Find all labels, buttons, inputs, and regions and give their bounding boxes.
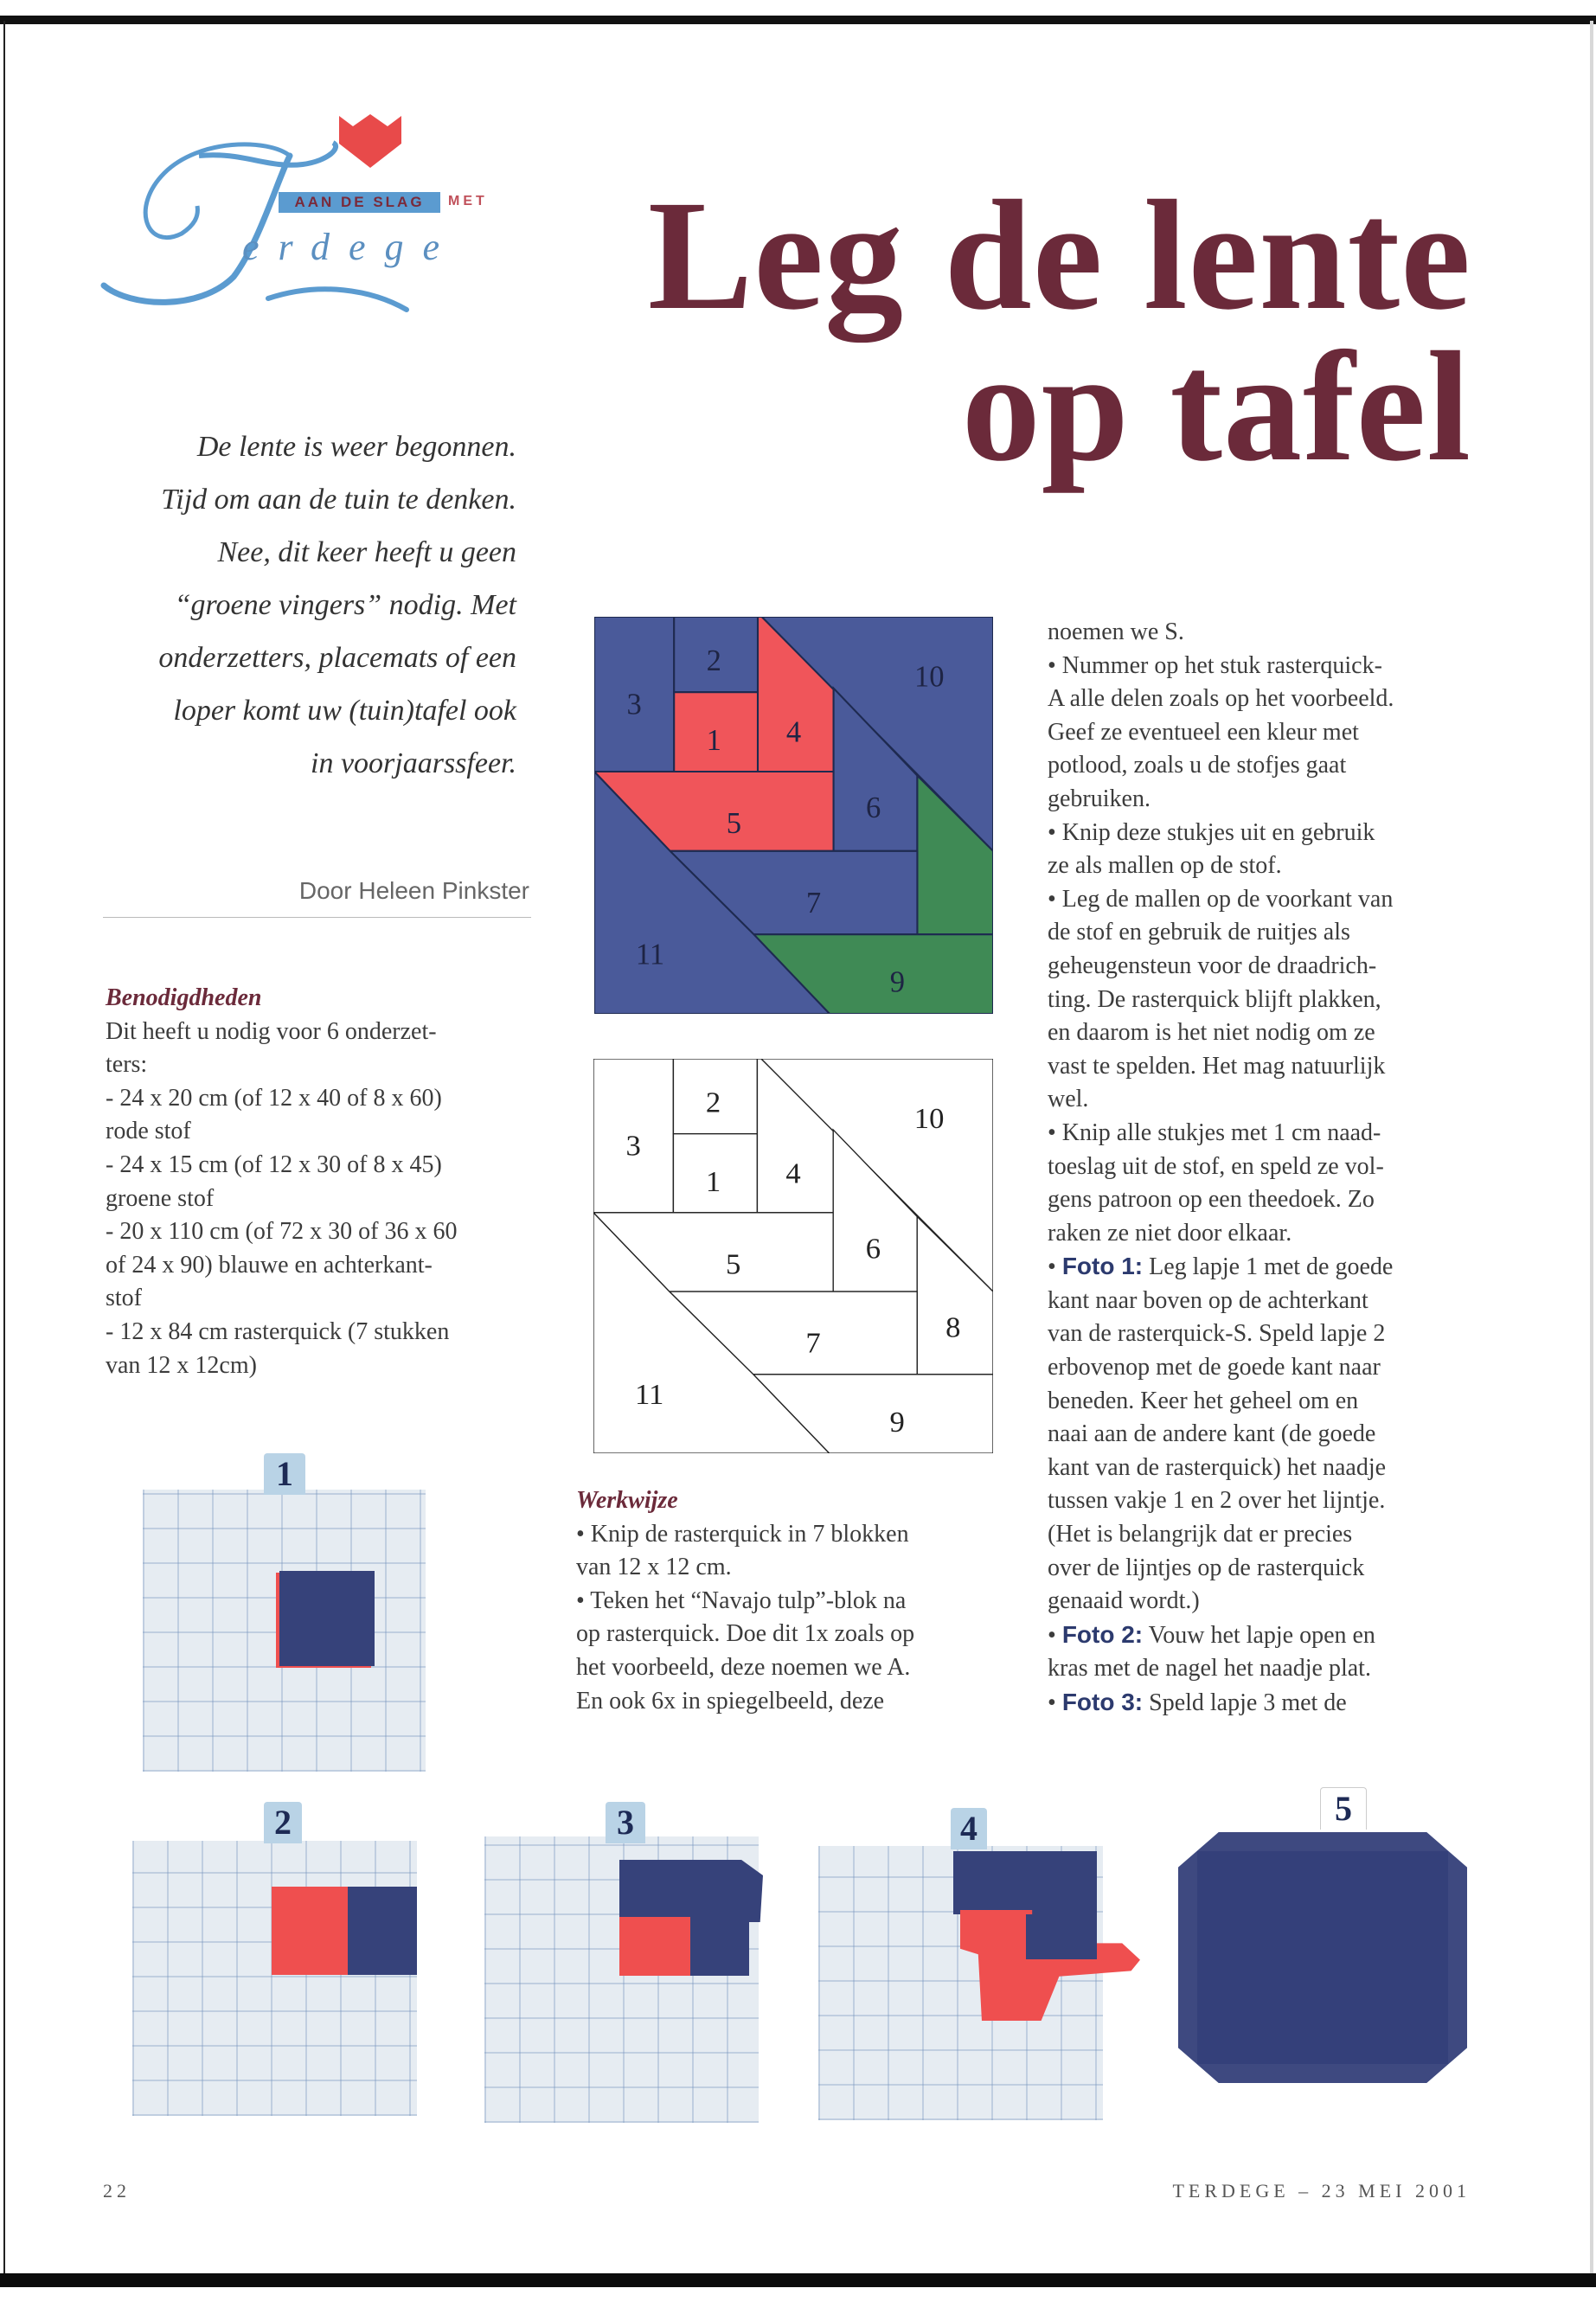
line-text: potlood, zoals u de stofjes gaat bbox=[1048, 752, 1347, 779]
text-line: groene stof bbox=[106, 1184, 215, 1212]
text-line: het voorbeeld, deze noemen we A. bbox=[576, 1653, 911, 1681]
byline: Door Heleen Pinkster bbox=[298, 877, 529, 904]
text-line: van 12 x 12 cm. bbox=[576, 1554, 732, 1581]
line-text: Vouw het lapje open en bbox=[1143, 1621, 1375, 1649]
page-left-edge bbox=[3, 21, 5, 2275]
line-text: A alle delen zoals op het voorbeeld. bbox=[1048, 685, 1394, 713]
text-line: rode stof bbox=[106, 1118, 191, 1145]
logo-met: MET bbox=[448, 194, 488, 208]
text-line bbox=[1048, 1117, 1394, 1150]
text-line bbox=[1048, 1351, 1394, 1385]
text-line: Nee, dit keer heeft u geen bbox=[217, 536, 516, 568]
step-photo-2 bbox=[132, 1802, 418, 2118]
text-line: - 20 x 110 cm (of 72 x 30 of 36 x 60 bbox=[106, 1218, 458, 1246]
text-line bbox=[1048, 716, 1394, 750]
line-text: raken ze niet door elkaar. bbox=[1048, 1219, 1292, 1247]
text-line bbox=[1048, 749, 1394, 783]
text-line bbox=[1048, 1552, 1394, 1586]
line-text: • Nummer op het stuk rasterquick- bbox=[1048, 651, 1382, 679]
line-text: geheugensteun voor de draadrich- bbox=[1048, 952, 1377, 979]
piece-label: 1 bbox=[705, 1164, 721, 1198]
line-text: over de lijntjes op de rasterquick bbox=[1048, 1554, 1365, 1581]
step-photo-1 bbox=[143, 1453, 428, 1773]
supplies-section bbox=[106, 982, 457, 1382]
text-line bbox=[1048, 950, 1394, 984]
text-line: onderzetters, placemats of een bbox=[158, 642, 516, 674]
piece-label: 7 bbox=[805, 887, 822, 920]
step-photo-3 bbox=[484, 1802, 770, 2126]
piece-label: 8 bbox=[945, 1311, 961, 1344]
text-line: in voorjaarssfeer. bbox=[311, 747, 516, 779]
text-line: van 12 x 12cm) bbox=[106, 1351, 257, 1379]
script-t-swirl-icon bbox=[95, 104, 510, 329]
piece-label: 7 bbox=[805, 1326, 821, 1360]
page-title-line-2: op tafel bbox=[961, 320, 1471, 494]
text-line: De lente is weer begonnen. bbox=[196, 431, 516, 463]
line-text: vast te spelden. Het mag natuurlijk bbox=[1048, 1052, 1386, 1080]
text-line bbox=[1048, 883, 1394, 917]
photo-step-label: Foto 3: bbox=[1061, 1689, 1144, 1715]
photo-number-tab: 5 bbox=[1320, 1787, 1367, 1830]
piece-label: 2 bbox=[706, 644, 721, 677]
instructions-column bbox=[1048, 616, 1394, 1721]
text-line: Tijd om aan de tuin te denken. bbox=[161, 484, 516, 516]
text-line bbox=[1048, 849, 1394, 883]
piece-label: 9 bbox=[889, 1406, 905, 1439]
piece-label: 4 bbox=[785, 1157, 801, 1190]
text-line bbox=[1048, 1452, 1394, 1485]
text-line bbox=[1048, 1484, 1394, 1518]
line-text: (Het is belangrijk dat er precies bbox=[1048, 1521, 1353, 1548]
piece-label: 5 bbox=[726, 1247, 741, 1281]
text-line bbox=[1048, 1652, 1394, 1686]
supplies-heading: Benodigdheden bbox=[106, 984, 262, 1011]
step-photo-5 bbox=[1178, 1787, 1469, 2086]
supplies-list bbox=[106, 1016, 457, 1383]
text-line bbox=[1048, 1083, 1394, 1117]
page-title-line-1: Leg de lente bbox=[647, 169, 1471, 343]
line-text: • Leg de mallen op de voorkant van bbox=[1048, 885, 1394, 913]
piece-label: 6 bbox=[866, 791, 881, 824]
piece-label: 11 bbox=[635, 938, 665, 971]
publication-date: TERDEGE – 23 MEI 2001 bbox=[1172, 2180, 1471, 2202]
text-line bbox=[1048, 1317, 1394, 1351]
photo-step-label: Foto 1: bbox=[1061, 1253, 1144, 1280]
text-line bbox=[1048, 783, 1394, 817]
page-top-border bbox=[0, 16, 1596, 24]
photo-number-tab: 3 bbox=[606, 1802, 645, 1843]
tulip-block-diagram-colored bbox=[594, 617, 993, 1014]
logo-band: AAN DE SLAG bbox=[279, 192, 440, 213]
piece-label: 2 bbox=[705, 1086, 721, 1119]
piece-label: 10 bbox=[913, 1101, 945, 1135]
text-line bbox=[1048, 683, 1394, 716]
text-line: • Knip de rasterquick in 7 blokken bbox=[576, 1520, 909, 1548]
text-line bbox=[1048, 1385, 1394, 1419]
text-line bbox=[1048, 817, 1394, 850]
line-text: • Knip alle stukjes met 1 cm naad- bbox=[1048, 1118, 1381, 1146]
line-text: Geef ze eventueel een kleur met bbox=[1048, 718, 1359, 746]
text-line bbox=[1048, 1585, 1394, 1618]
piece-label: 10 bbox=[913, 660, 945, 694]
line-text: ze als mallen op de stof. bbox=[1048, 852, 1282, 880]
text-line bbox=[1048, 616, 1394, 650]
method-list bbox=[576, 1518, 914, 1719]
line-text: gens patroon op een theedoek. Zo bbox=[1048, 1186, 1375, 1214]
piece-label: 6 bbox=[865, 1232, 881, 1266]
line-text: gebruiken. bbox=[1048, 785, 1151, 812]
text-line: Dit heeft u nodig voor 6 onderzet- bbox=[106, 1017, 437, 1045]
line-text: kras met de nagel het naadje plat. bbox=[1048, 1655, 1371, 1682]
text-line: “groene vingers” nodig. Met bbox=[174, 589, 516, 621]
text-line bbox=[1048, 1150, 1394, 1184]
text-line bbox=[1048, 1050, 1394, 1084]
tulip-crown-icon bbox=[337, 112, 403, 170]
bullet: • bbox=[1048, 1621, 1062, 1649]
line-text: beneden. Keer het geheel om en bbox=[1048, 1387, 1359, 1414]
line-text: erbovenop met de goede kant naar bbox=[1048, 1354, 1381, 1381]
line-text: naai aan de andere kant (de goede bbox=[1048, 1420, 1376, 1448]
photo-step-label: Foto 2: bbox=[1061, 1620, 1144, 1648]
line-text: Leg lapje 1 met de goede bbox=[1143, 1253, 1394, 1281]
line-text: Speld lapje 3 met de bbox=[1143, 1689, 1347, 1716]
text-line: loper komt uw (tuin)tafel ook bbox=[173, 695, 516, 727]
text-line: - 12 x 84 cm rasterquick (7 stukken bbox=[106, 1317, 450, 1345]
line-text: toeslag uit de stof, en speld ze vol- bbox=[1048, 1152, 1384, 1180]
line-text: de stof en gebruik de ruitjes als bbox=[1048, 919, 1350, 946]
line-text: ting. De rasterquick blijft plakken, bbox=[1048, 985, 1381, 1013]
text-line bbox=[1048, 650, 1394, 683]
logo-wordmark: erdege bbox=[242, 226, 459, 268]
text-line bbox=[1048, 916, 1394, 950]
line-text: kant van de rasterquick) het naadje bbox=[1048, 1453, 1387, 1481]
intro-text bbox=[158, 420, 516, 790]
piece-label: 3 bbox=[625, 1129, 641, 1163]
piece-label: 11 bbox=[635, 1378, 664, 1411]
text-line bbox=[1048, 1250, 1394, 1285]
bullet: • bbox=[1048, 1253, 1062, 1281]
text-line: ters: bbox=[106, 1051, 148, 1079]
text-line: En ook 6x in spiegelbeeld, deze bbox=[576, 1687, 885, 1715]
text-line bbox=[1048, 1016, 1394, 1050]
step-photo-4 bbox=[818, 1808, 1147, 2124]
piece-label: 1 bbox=[706, 723, 721, 757]
line-text: en daarom is het niet nodig om ze bbox=[1048, 1019, 1375, 1047]
text-line bbox=[1048, 1618, 1394, 1653]
text-line bbox=[1048, 1217, 1394, 1251]
piece-label: 4 bbox=[785, 715, 802, 749]
text-line: op rasterquick. Doe dit 1x zoals op bbox=[576, 1620, 915, 1648]
line-text: van de rasterquick-S. Speld lapje 2 bbox=[1048, 1320, 1386, 1348]
terdege-logo bbox=[95, 104, 510, 329]
text-line bbox=[1048, 1518, 1394, 1552]
page-right-edge bbox=[1590, 21, 1593, 2275]
piece-label: 3 bbox=[626, 688, 642, 721]
text-line bbox=[1048, 1686, 1394, 1721]
line-text: genaaid wordt.) bbox=[1048, 1587, 1200, 1615]
text-line bbox=[1048, 1285, 1394, 1318]
page-bottom-border bbox=[0, 2273, 1596, 2287]
line-text: tussen vakje 1 en 2 over het lijntje. bbox=[1048, 1487, 1386, 1515]
text-line bbox=[1048, 1183, 1394, 1217]
photo-number-tab: 2 bbox=[264, 1802, 302, 1843]
method-section bbox=[576, 1484, 914, 1718]
line-text: kant naar boven op de achterkant bbox=[1048, 1286, 1368, 1314]
text-line: of 24 x 90) blauwe en achterkant- bbox=[106, 1251, 433, 1279]
bullet: • bbox=[1048, 1689, 1062, 1716]
piece-label: 5 bbox=[726, 807, 741, 841]
photo-number-tab: 4 bbox=[951, 1808, 987, 1849]
method-heading: Werkwijze bbox=[576, 1487, 678, 1514]
line-text: • Knip deze stukjes uit en gebruik bbox=[1048, 818, 1375, 846]
divider bbox=[103, 917, 531, 918]
text-line: - 24 x 15 cm (of 12 x 30 of 8 x 45) bbox=[106, 1150, 442, 1178]
text-line: stof bbox=[106, 1285, 142, 1312]
page-number: 22 bbox=[103, 2180, 131, 2202]
photo-number-tab: 1 bbox=[264, 1453, 305, 1495]
tulip-block-diagram-outline bbox=[593, 1059, 993, 1453]
text-line bbox=[1048, 1418, 1394, 1452]
text-line: • Teken het “Navajo tulp”-blok na bbox=[576, 1586, 907, 1614]
line-text: noemen we S. bbox=[1048, 619, 1184, 645]
piece-label: 9 bbox=[889, 965, 906, 999]
text-line bbox=[1048, 984, 1394, 1017]
line-text: wel. bbox=[1048, 1086, 1089, 1113]
text-line: - 24 x 20 cm (of 12 x 40 of 8 x 60) bbox=[106, 1084, 442, 1112]
